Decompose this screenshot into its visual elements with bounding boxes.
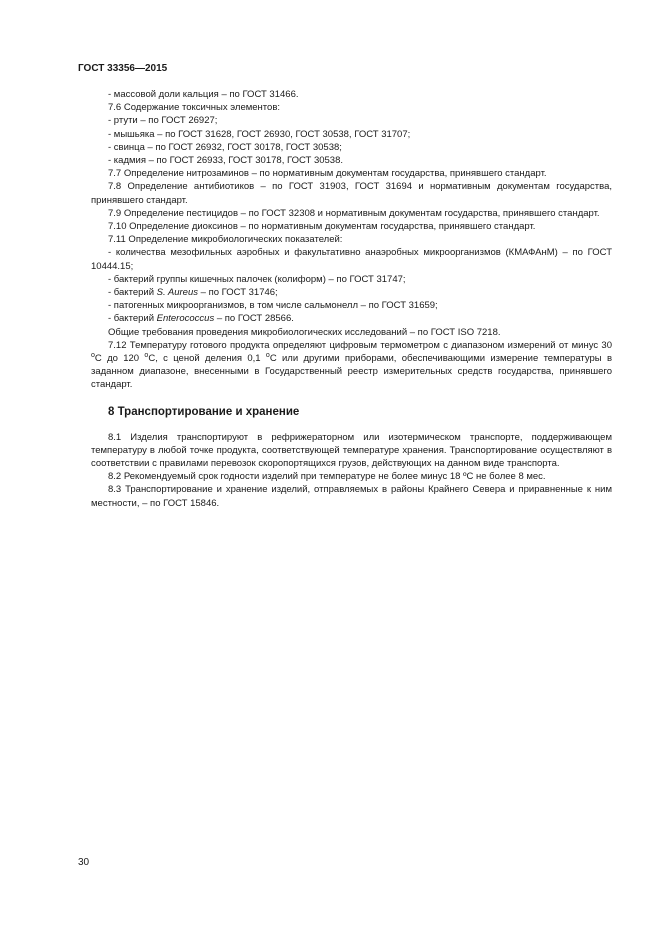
text-paragraph xyxy=(91,339,612,392)
text-paragraph: 8.1 Изделия транспортируют в рефрижераторном или изотермическом транспорте, поддерживающем температуру в любой точке продукта, соответствующей температуре хранения. Транспортирование осуществляют в соответствии с правилами перевозок скоропортящихся грузов, действующих на данном виде транспорта. xyxy=(91,431,612,470)
text-run: – по ГОСТ 31746; xyxy=(198,287,278,299)
italic-run: Enterococcus xyxy=(156,313,215,325)
degree-mark: о xyxy=(144,351,149,359)
text-line xyxy=(91,312,612,325)
text-line: - бактерий группы кишечных палочек (колиформ) – по ГОСТ 31747; xyxy=(108,273,406,285)
text-line: 7.6 Содержание токсичных элементов: xyxy=(108,102,281,114)
italic-run: S. Aureus xyxy=(156,287,199,299)
text-run: - бактерий xyxy=(108,287,157,299)
text-line: - патогенных микроорганизмов, в том числе сальмонелл – по ГОСТ 31659; xyxy=(108,300,438,312)
text-line: - кадмия – по ГОСТ 26933, ГОСТ 30178, ГОСТ 30538. xyxy=(108,155,344,167)
text-paragraph: 8.2 Рекомендуемый срок годности изделий при температуре не более минус 18 ºС не более 8 мес. xyxy=(108,471,546,483)
text-line: - ртути – по ГОСТ 26927; xyxy=(108,115,218,127)
text-line: - свинца – по ГОСТ 26932, ГОСТ 30178, ГОСТ 30538; xyxy=(108,141,342,153)
page-number: 30 xyxy=(78,857,90,868)
text-paragraph: 8.3 Транспортирование и хранение изделий, отправляемых в районы Крайнего Севера и приравненные к ним местности, – по ГОСТ 15846. xyxy=(91,484,612,509)
text-line: 7.11 Определение микробиологических показателей: xyxy=(108,234,343,246)
text-run: С или другими приборами, обеспечивающими измерение температуры в заданном диапазоне, внесенными в Государственный реестр измерительных средств государства, принявшего стандарт. xyxy=(91,353,612,391)
text-line: - мышьяка – по ГОСТ 31628, ГОСТ 26930, ГОСТ 30538, ГОСТ 31707; xyxy=(108,128,411,140)
text-run: С, с ценой деления 0,1 xyxy=(148,353,266,365)
text-paragraph: 7.7 Определение нитрозаминов – по нормативным документам государства, принявшего стандарт. xyxy=(108,168,547,180)
text-paragraph: 7.8 Определение антибиотиков – по ГОСТ 31903, ГОСТ 31694 и нормативным документам государства, принявшего стандарт. xyxy=(91,181,612,206)
text-line: 7.10 Определение диоксинов – по нормативным документам государства, принявшего стандарт. xyxy=(108,221,536,233)
text-run: 7.12 Температуру готового продукта определяют цифровым термометром с диапазоном измерений от минус 30 xyxy=(108,339,612,351)
text-run: – по ГОСТ 28566. xyxy=(214,313,294,325)
degree-mark: о xyxy=(91,351,95,359)
text-line xyxy=(91,286,612,299)
document-header: ГОСТ 33356—2015 xyxy=(78,63,168,74)
section-heading: 8 Транспортирование и хранение xyxy=(108,405,300,418)
text-paragraph: - количества мезофильных аэробных и факультативно анаэробных микроорганизмов (КМАФАнМ) – по ГОСТ 10444.15; xyxy=(91,247,612,272)
text-line: Общие требования проведения микробиологических исследований – по ГОСТ ISO 7218. xyxy=(108,326,501,338)
text-run: С до 120 xyxy=(94,353,145,365)
text-run: - бактерий xyxy=(108,313,157,325)
document-body xyxy=(91,88,612,510)
text-line: - массовой доли кальция – по ГОСТ 31466. xyxy=(108,89,299,100)
degree-mark: о xyxy=(265,351,270,359)
text-paragraph: 7.9 Определение пестицидов – по ГОСТ 32308 и нормативным документам государства, принявшего стандарт. xyxy=(108,207,600,219)
